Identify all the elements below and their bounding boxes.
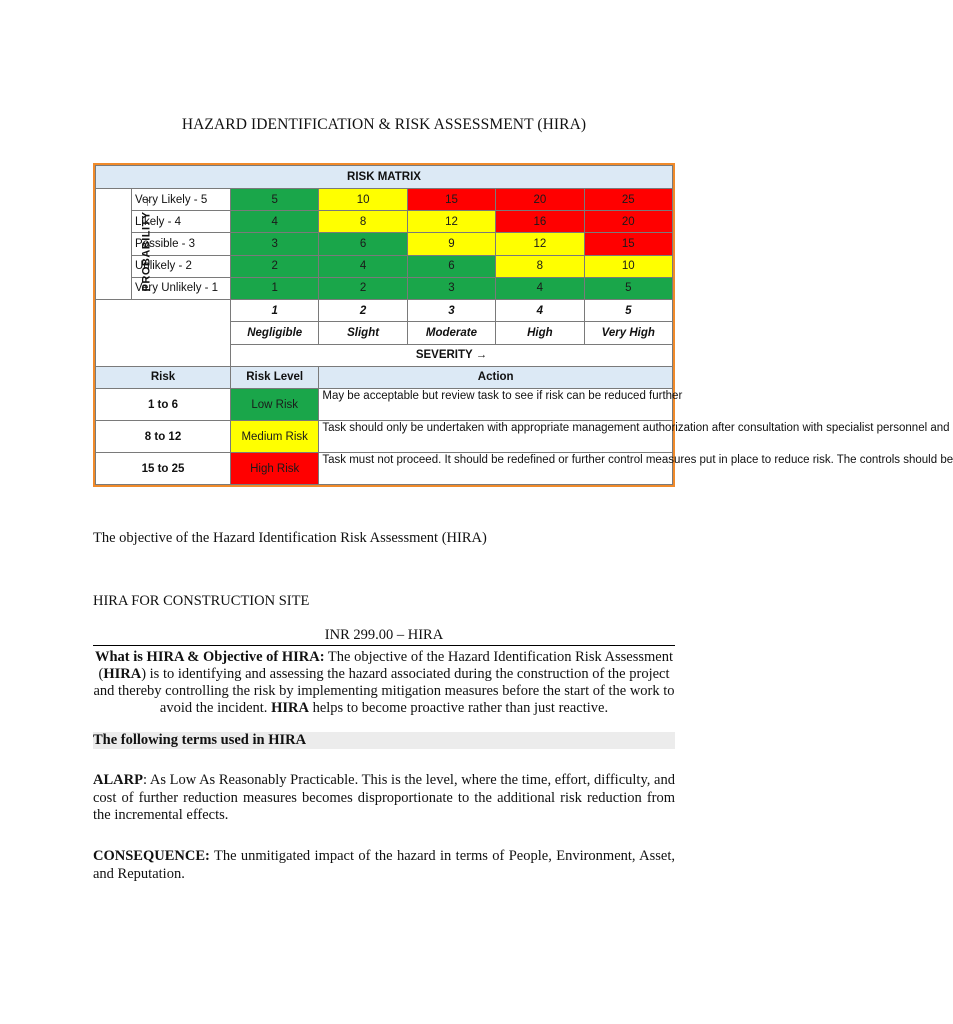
severity-number: 5 [584,300,672,322]
objective-line: The objective of the Hazard Identification Risk Assessment (HIRA) [93,530,487,546]
matrix-title: RISK MATRIX [96,166,673,189]
matrix-row [96,211,673,233]
cell: 10 [319,189,407,211]
severity-label: Negligible [231,322,319,344]
cell: 9 [407,233,495,255]
cell: 3 [231,233,319,255]
severity-label: Slight [319,322,407,344]
risk-range: 1 to 6 [96,389,231,421]
cell: 8 [496,255,584,277]
risk-action: May be acceptable but review task to see if risk can be reduced further [319,389,673,421]
risk-level: Low Risk [231,389,319,421]
risk-action: Task should only be undertaken with appropriate management authorization after consultation with specialist personnel and [319,421,673,453]
cell: 6 [407,255,495,277]
cell: 5 [584,277,672,299]
section-heading: HIRA FOR CONSTRUCTION SITE [93,593,310,609]
cell: 1 [231,277,319,299]
cell: 4 [319,255,407,277]
cell: 8 [319,211,407,233]
row-label: Very Unlikely - 1 [132,277,231,299]
what-is-hira-paragraph: What is HIRA & Objective of HIRA: The objective of the Hazard Identification Risk Assessment (HIRA) is to identifying and assessing the hazard associated during the construction of the project and thereby controlling the risk by implementing mitigation measures before the start of the work to avoid the incident. HIRA helps to become proactive rather than just reactive. [93,645,675,717]
matrix-row [96,255,673,277]
cell: 25 [584,189,672,211]
cell: 2 [231,255,319,277]
cell: 20 [496,189,584,211]
cell: 4 [231,211,319,233]
cell: 10 [584,255,672,277]
price-line: INR 299.00 – HIRA [324,627,444,643]
page-title: HAZARD IDENTIFICATION & RISK ASSESSMENT (HIRA) [181,116,587,133]
probability-axis-label: PROBABILITY → [96,189,132,300]
matrix-row [96,277,673,299]
matrix-row [96,233,673,255]
row-label: Likely - 4 [132,211,231,233]
consequence-definition: CONSEQUENCE: The unmitigated impact of the hazard in terms of People, Environment, Asset, and Reputation. [93,848,675,882]
legend-header-level: Risk Level [231,366,319,388]
severity-label: Moderate [407,322,495,344]
severity-number: 2 [319,300,407,322]
severity-label: High [496,322,584,344]
cell: 15 [407,189,495,211]
cell: 3 [407,277,495,299]
risk-range: 8 to 12 [96,421,231,453]
legend-row [96,421,673,453]
risk-level: Medium Risk [231,421,319,453]
legend-header-risk: Risk [96,366,231,388]
row-label: Possible - 3 [132,233,231,255]
cell: 4 [496,277,584,299]
cell: 6 [319,233,407,255]
legend-row [96,389,673,421]
row-label: Unlikely - 2 [132,255,231,277]
alarp-definition: ALARP: As Low As Reasonably Practicable. This is the level, where the time, effort, difficulty, and cost of further reduction measures becomes disproportionate to the additional risk reduction from the incremental effects. [93,772,675,823]
legend-row [96,453,673,485]
cell: 2 [319,277,407,299]
severity-number: 4 [496,300,584,322]
cell: 12 [407,211,495,233]
legend-header-action: Action [319,366,673,388]
severity-axis-label: SEVERITY → [231,344,673,366]
cell: 20 [584,211,672,233]
cell: 15 [584,233,672,255]
cell: 16 [496,211,584,233]
severity-number: 1 [231,300,319,322]
risk-range: 15 to 25 [96,453,231,485]
severity-label: Very High [584,322,672,344]
terms-heading: The following terms used in HIRA [93,732,675,749]
severity-number: 3 [407,300,495,322]
risk-action: Task must not proceed. It should be redefined or further control measures put in place to reduce risk. The controls should be [319,453,673,485]
cell: 12 [496,233,584,255]
risk-matrix-image [93,163,953,487]
risk-level: High Risk [231,453,319,485]
row-label: Very Likely - 5 [132,189,231,211]
matrix-row [96,189,673,211]
cell: 5 [231,189,319,211]
